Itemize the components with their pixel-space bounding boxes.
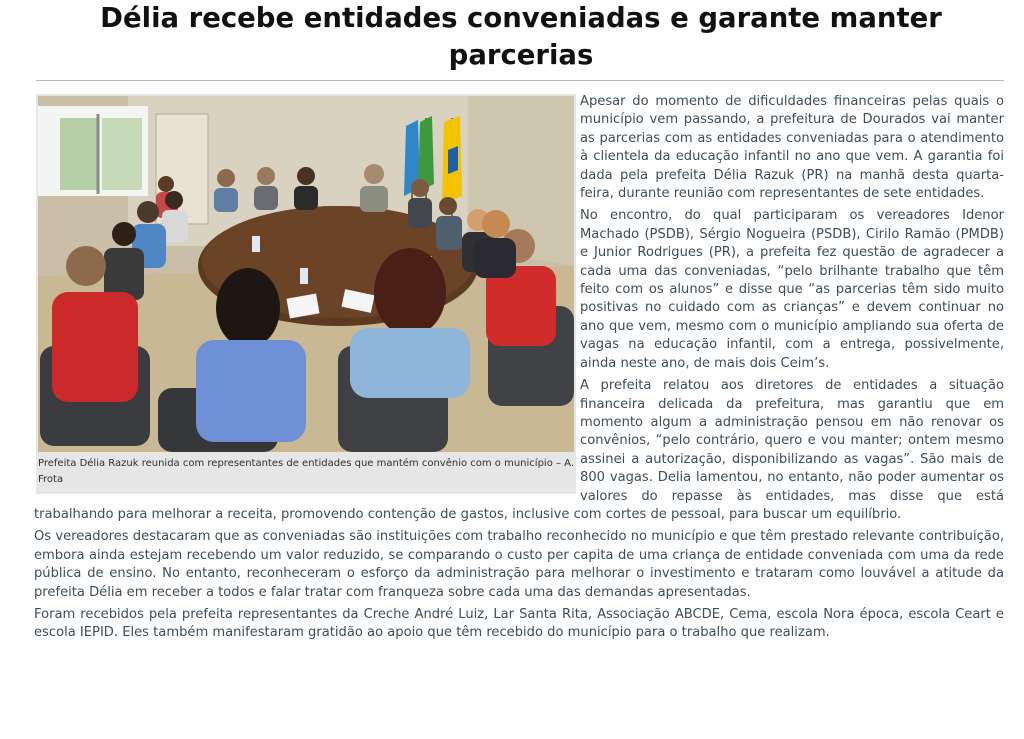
figure-float-spacer [34, 93, 580, 503]
paragraph-3: A prefeita relatou aos diretores de entidades a situação financeira delicada da prefeitura, mas garantiu que em momento algum a administração pensou em não renovar os convênios, “pelo contrário, quero e vou manter; ontem mesmo assinei a autorização, disponibilizando as vagas”. São mais de 800 vagas. Delia lamentou, no entanto, não poder aumentar os valores do repasse às entidades, mas disse que está trabalhando para melhorar a receita, promovendo contenção de gastos, inclusive com cortes de pessoal, para buscar um equilíbrio. [34, 378, 1004, 522]
article-title: Délia recebe entidades conveniadas e garante manter parcerias [100, 2, 942, 71]
photo-caption: Prefeita Délia Razuk reunida com representantes de entidades que mantém convênio com o município – A. Frota [38, 458, 575, 485]
title-divider [36, 80, 1004, 81]
paragraph-2: No encontro, do qual participaram os vereadores Idenor Machado (PSDB), Sérgio Nogueira (PSDB), Cirilo Ramão (PMDB) e Junior Rodrigues (PR), a prefeita fez questão de agradecer a cada uma das conveniadas, “pelo brilhante trabalho que têm feito com os alunos” e disse que “as parcerias têm sido muito positivas no cuidado com as crianças” e devem continuar no ano que vem, mesmo com o município ampliando sua oferta de vagas na educação infantil, com a entrega, possivelmente, ainda neste ano, de mais dois Ceim’s. [580, 208, 1004, 371]
paragraph-5: Foram recebidos pela prefeita representantes da Creche André Luiz, Lar Santa Rita, Associação ABCDE, Cema, escola Nora época, escola Ceart e escola IEPID. Eles também manifestaram gratidão ao apoio que têm recebido do município para o trabalho que realizam. [34, 606, 1004, 641]
paragraph-1: Apesar do momento de dificuldades financeiras pelas quais o município vem passando, a prefeitura de Dourados vai manter as parcerias com as entidades conveniadas para o atendimento à clientela da educação infantil no ano que vem. A garantia foi dada pela prefeita Délia Razuk (PR) na manhã desta quarta-feira, durante reunião com representantes de sete entidades. [580, 94, 1004, 202]
paragraph-4: Os vereadores destacaram que as conveniadas são instituições com trabalho reconhecido no município e que têm prestado relevante contribuição, embora ainda estejam recebendo um valor reduzido, se comparando o custo per capita de uma criança de entidade conveniada com uma da rede pública de ensino. No entanto, reconheceram o esforço da administração para melhorar o investimento e trataram como louvável a atitude da prefeita Délia em receber a todos e falar tratar com franqueza sobre cada uma das demandas apresentadas. [34, 529, 1004, 600]
article-body [34, 93, 1004, 647]
